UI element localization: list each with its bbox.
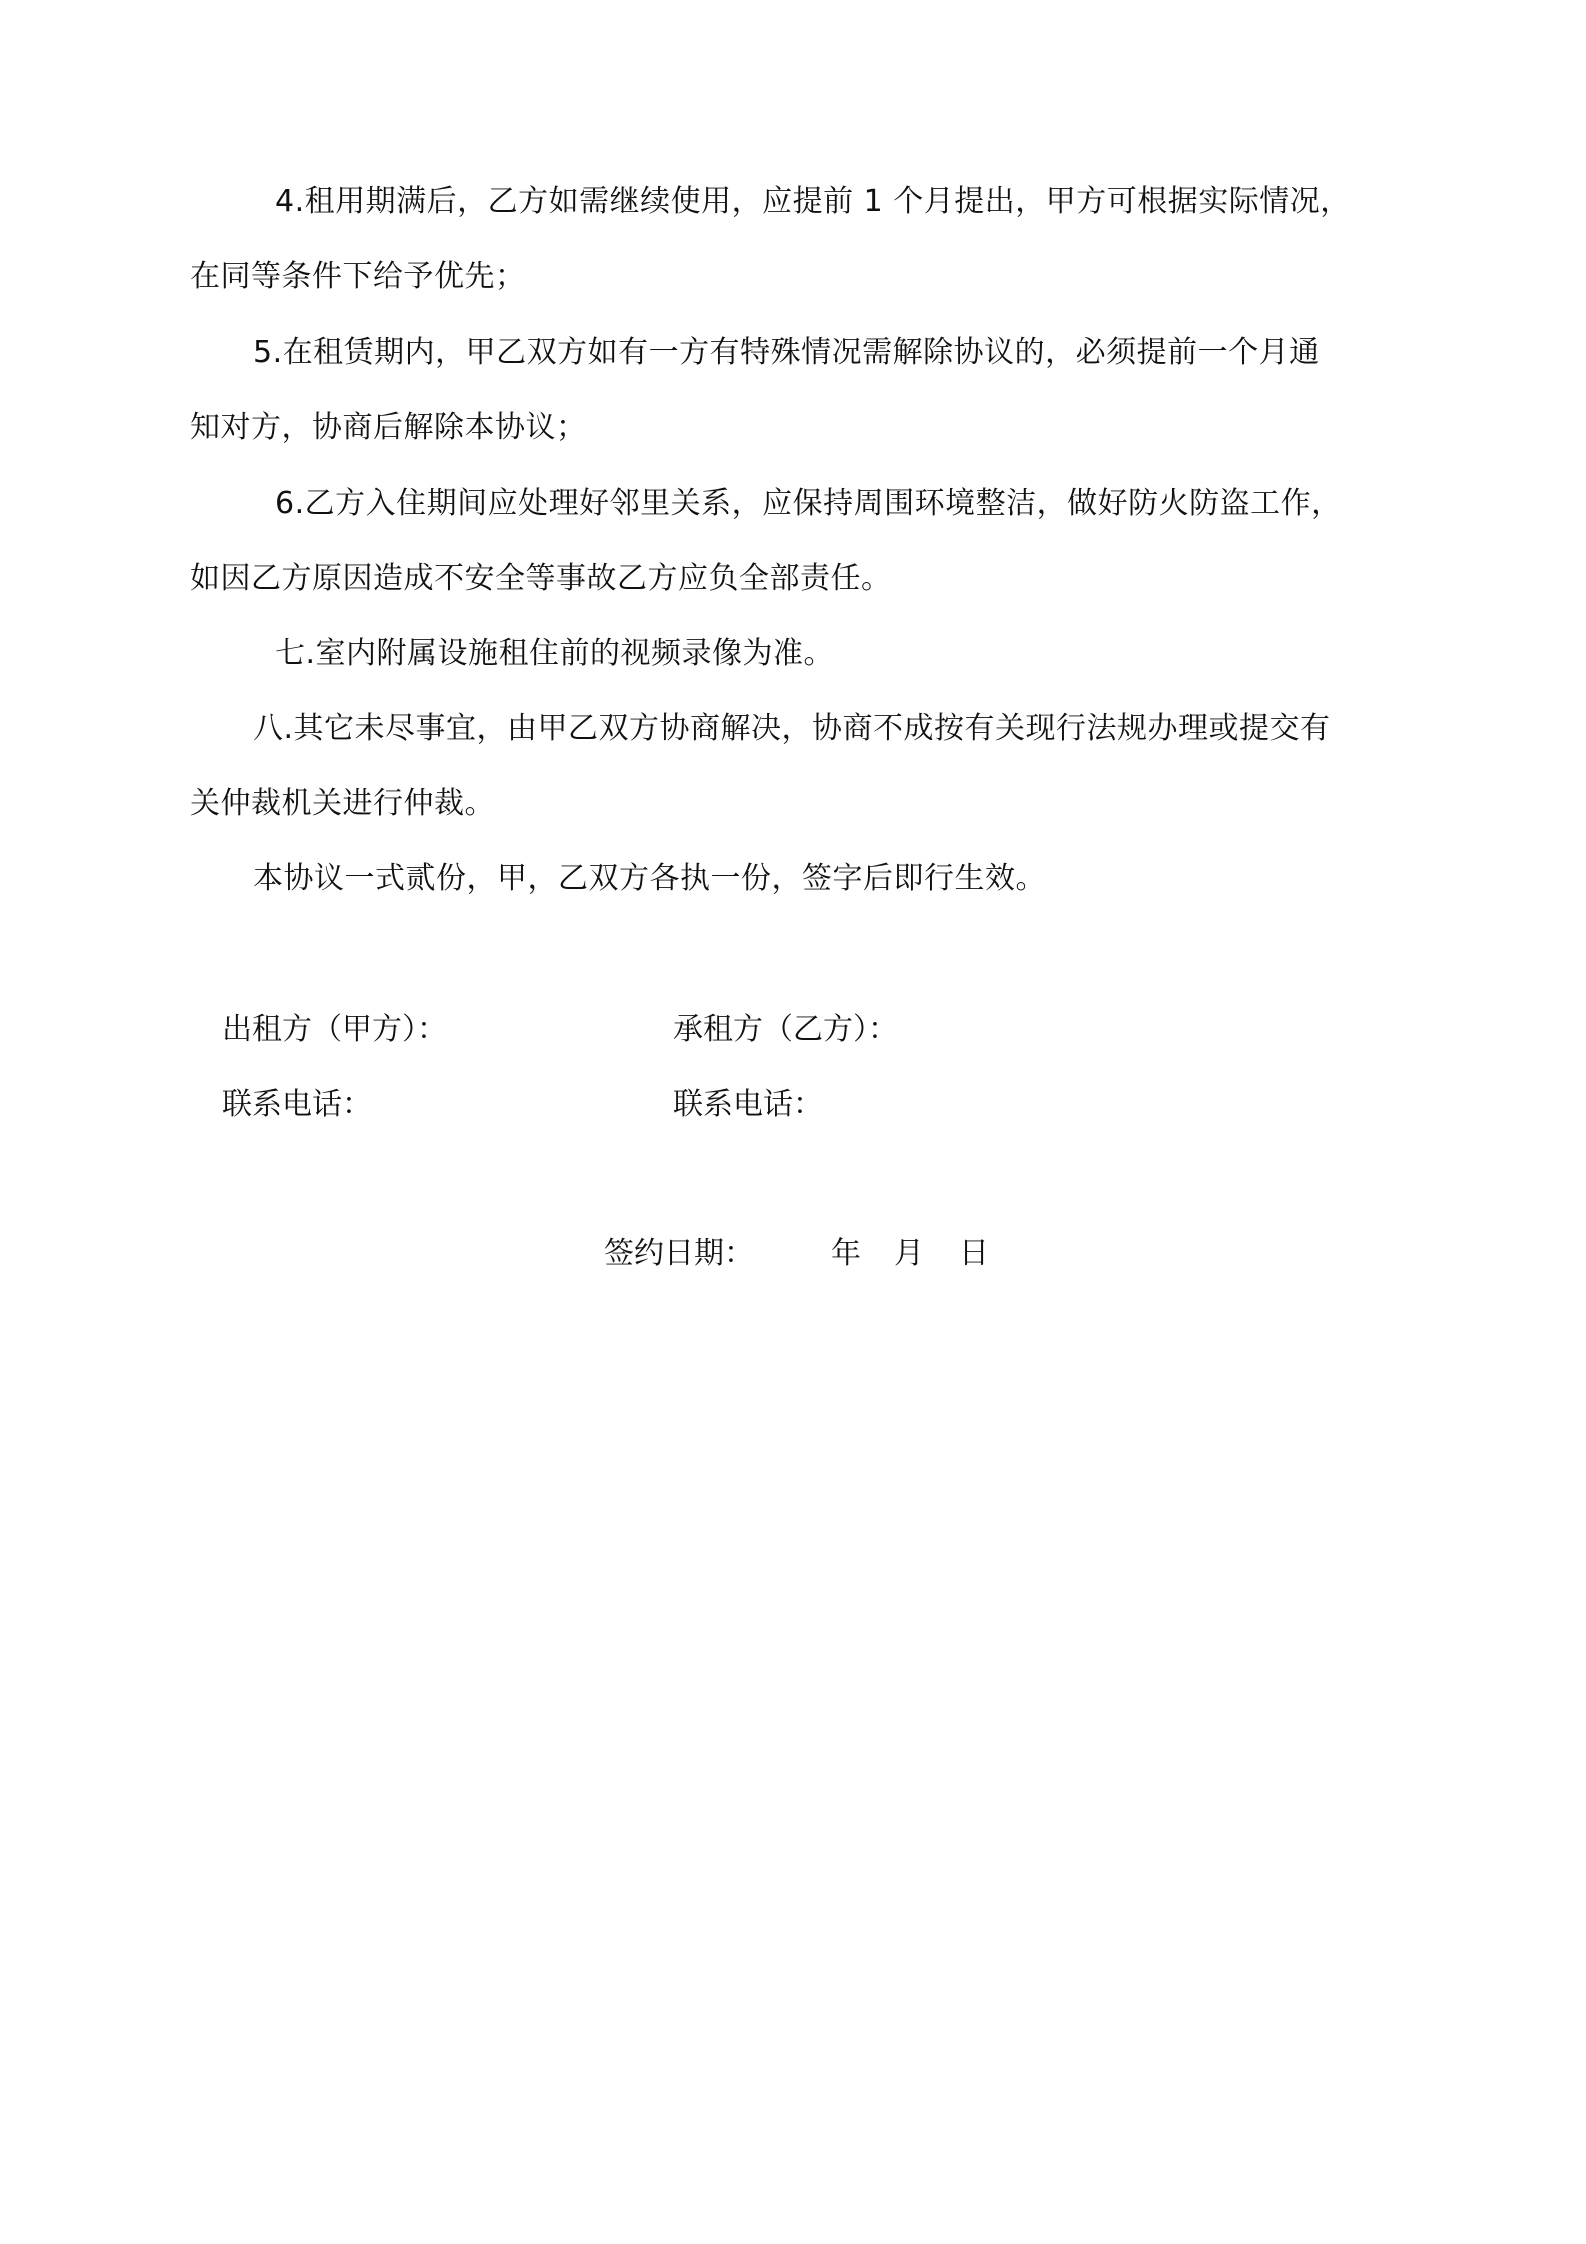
clause-5-line-2: 知对方，协商后解除本协议；: [190, 410, 587, 445]
clause-4-line-1: 4.租用期满后，乙方如需继续使用，应提前 1 个月提出，甲方可根据实际情况，: [275, 184, 1351, 219]
clause-8-line-1: 八.其它未尽事宜，由甲乙双方协商解决，协商不成按有关现行法规办理或提交有: [253, 711, 1331, 746]
sign-date-year: 年: [831, 1236, 861, 1271]
clause-6-line-1: 6.乙方入住期间应处理好邻里关系，应保持周围环境整洁，做好防火防盗工作，: [275, 486, 1342, 521]
lessor-label: 出租方（甲方）：: [222, 1012, 447, 1047]
clause-5-line-1: 5.在租赁期内，甲乙双方如有一方有特殊情况需解除协议的，必须提前一个月通: [253, 335, 1320, 370]
clause-7-line-1: 七.室内附属设施租住前的视频录像为准。: [275, 636, 835, 671]
clause-6-line-2: 如因乙方原因造成不安全等事故乙方应负全部责任。: [190, 561, 892, 596]
clause-8-line-2: 关仲裁机关进行仲裁。: [190, 786, 495, 821]
sign-date-month: 月: [894, 1236, 924, 1271]
lessee-label: 承租方（乙方）：: [673, 1012, 898, 1047]
lessor-phone-label: 联系电话：: [222, 1087, 372, 1122]
clause-4-line-2: 在同等条件下给予优先；: [190, 259, 526, 294]
sign-date-day: 日: [959, 1236, 989, 1271]
sign-date-label: 签约日期：: [604, 1236, 754, 1271]
lessee-phone-label: 联系电话：: [673, 1087, 823, 1122]
closing-statement: 本协议一式贰份，甲，乙双方各执一份，签字后即行生效。: [253, 861, 1046, 896]
